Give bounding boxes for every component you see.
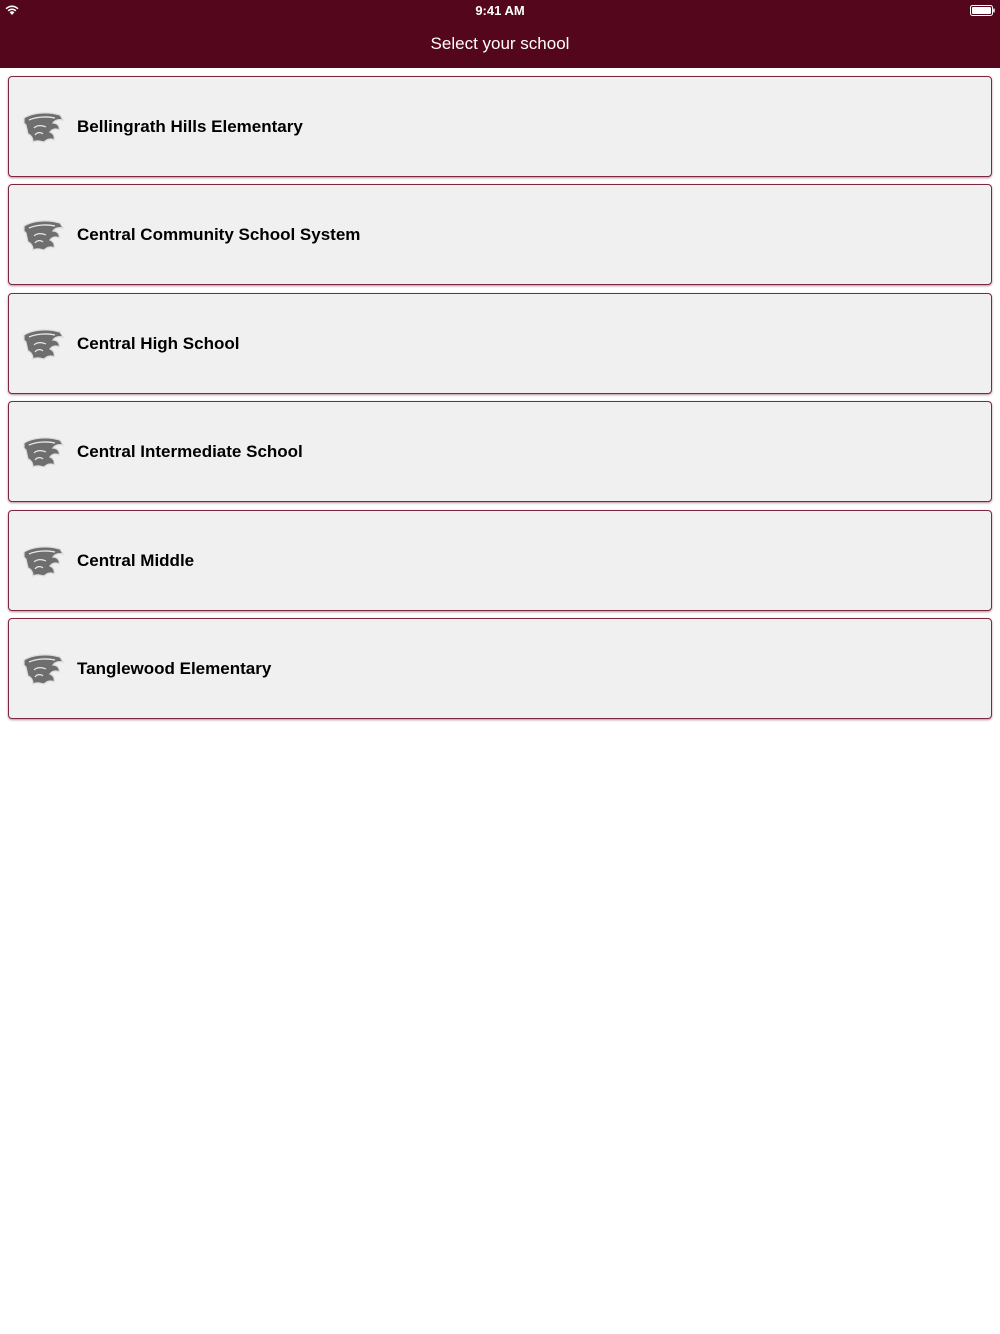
school-name: Central High School bbox=[77, 333, 240, 353]
school-name: Central Middle bbox=[77, 550, 195, 570]
school-row[interactable] bbox=[8, 293, 992, 394]
school-name: Tanglewood Elementary bbox=[77, 658, 272, 678]
status-bar bbox=[0, 0, 1000, 22]
status-time: 9:41 AM bbox=[475, 3, 525, 18]
school-row[interactable] bbox=[8, 76, 992, 177]
panther-logo-icon bbox=[22, 219, 64, 252]
school-row[interactable] bbox=[8, 510, 992, 611]
panther-logo-icon bbox=[22, 111, 64, 144]
panther-logo-icon bbox=[22, 545, 64, 578]
school-list bbox=[8, 76, 992, 726]
battery-icon bbox=[970, 5, 995, 16]
school-name: Bellingrath Hills Elementary bbox=[77, 117, 303, 136]
app-header bbox=[0, 0, 1000, 68]
school-row[interactable] bbox=[8, 184, 992, 285]
school-name: Central Community School System bbox=[77, 225, 361, 245]
panther-logo-icon bbox=[22, 436, 64, 469]
page-title: Select your school bbox=[430, 34, 570, 53]
school-row[interactable] bbox=[8, 618, 992, 719]
school-row[interactable] bbox=[8, 401, 992, 502]
school-name: Central Intermediate School bbox=[77, 442, 303, 462]
panther-logo-icon bbox=[22, 653, 64, 686]
panther-logo-icon bbox=[22, 328, 64, 361]
